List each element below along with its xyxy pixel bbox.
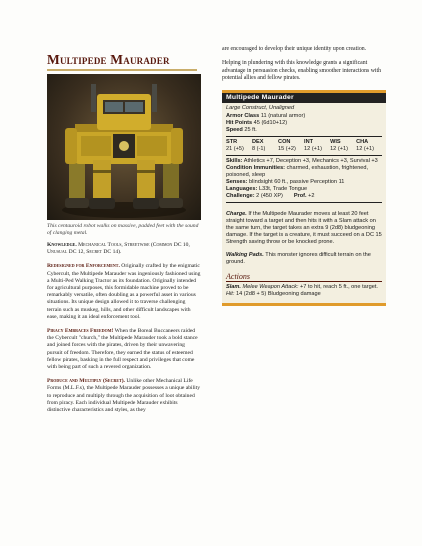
trait-text: If the Multipede Maurader moves at least 20 feet straight toward a target and then hits it with a Slam attack on the same turn, the target takes an extra 9 (2d8) bludgeoning damage. If the target is a creature, it must succeed on a DC 15 Strength saving throw or be knocked prone. <box>226 210 382 245</box>
hit-points-label: Hit Points <box>226 119 253 126</box>
hit-points <box>226 120 382 127</box>
trait-walking-pads <box>226 252 382 266</box>
condition-immunities-label: Condition Immunities: <box>226 164 286 171</box>
divider <box>226 202 382 203</box>
title-rule <box>47 69 197 71</box>
right-column <box>222 46 386 306</box>
speed-value: 25 ft. <box>244 126 257 133</box>
senses-value: blindsight 60 ft., passive Perception 11 <box>249 178 345 185</box>
action-text: +7 to hit, reach 5 ft., one target. <box>300 283 378 290</box>
ability-value: 8 (-1) <box>252 145 266 152</box>
ability-scores <box>226 139 382 153</box>
knowledge-label: Knowledge. <box>47 242 77 248</box>
trait-text: This monster ignores difficult terrain on the ground. <box>226 251 371 265</box>
section-text: Originally crafted by the enigmatic Cybercult, the Multipede Marauder was ingeniously fashioned using a Multi-Ped Walking Tractor as its foundation. Originally intended for agricultural purposes, this formidable machine proved to be remarkably versatile, often doubling as a powerful asset in various situations. Its unique design allowed it to traverse challenging terrain such as muskeg, hills, and other difficult landscapes with ease, making it an ideal enforcement tool. <box>47 263 201 320</box>
section-text: Unlike other Mechanical Life Forms (M.L.F.s), the Multipede Marauder possesses a unique ability to reproduce and multiply through the acquisition of loot obtained from piracy. Each individual Multipede Marauder exhibits distinctive characteristics and styles, as they <box>47 378 201 414</box>
senses-label: Senses: <box>226 178 248 185</box>
continued-paragraph: are encouraged to develop their unique identity upon creation. <box>222 46 367 52</box>
ability-name: INT <box>304 138 314 145</box>
section-redesigned <box>47 263 201 321</box>
trait-name: Charge. <box>226 210 247 217</box>
armor-class <box>226 113 382 120</box>
section-piracy <box>47 328 201 371</box>
challenge-value: 2 (450 XP) <box>256 192 283 199</box>
condition-immunities <box>226 165 382 179</box>
ability-name: WIS <box>330 138 341 145</box>
ability-value: 21 (+5) <box>226 145 244 152</box>
action-slam <box>226 284 382 298</box>
proficiency-label: Prof. <box>293 192 307 199</box>
knowledge-line <box>47 242 201 256</box>
left-column <box>47 46 201 421</box>
ability-int <box>304 139 330 153</box>
page-title: Multipede Maurader <box>47 52 170 67</box>
stat-block-name: Multipede Maurader <box>222 93 386 103</box>
skills-label: Skills: <box>226 157 243 164</box>
speed <box>226 127 382 134</box>
section-text: When the Boreal Buccaneers raided the Cybercult "church," the Multipede Marauder took a bold stance and joined forces with the pirates, driven by their unwavering pursuit of freedom. Therefore, they earned the status of esteemed fellow pirates, basking in the full respect and privileges that come with being part of such a revered organization. <box>47 328 198 371</box>
action-name: Slam. <box>226 283 241 290</box>
skills <box>226 158 382 165</box>
ability-value: 12 (+1) <box>304 145 322 152</box>
languages-label: Languages: <box>226 185 258 192</box>
skills-value: Athletics +7, Deception +3, Mechanics +3, Survival +3 <box>243 157 378 164</box>
actions-heading: Actions <box>226 272 382 282</box>
action-hit-label: Hit: <box>226 290 235 297</box>
section-heading: Produce and Multiply (Secret). <box>47 378 125 385</box>
proficiency-value: +2 <box>308 192 315 199</box>
action-type: Melee Weapon Attack: <box>242 283 299 290</box>
ability-value: 12 (+1) <box>330 145 348 152</box>
trait-name: Walking Pads. <box>226 251 264 258</box>
robot-illustration <box>47 74 201 220</box>
armor-class-value: 11 (natural armor) <box>260 112 306 119</box>
ability-name: STR <box>226 138 238 145</box>
section-heading: Piracy Embraces Freedom! <box>47 328 114 335</box>
ability-value: 12 (+1) <box>356 145 374 152</box>
challenge-label: Challenge: <box>226 192 255 199</box>
trait-charge <box>226 211 382 246</box>
action-hit-text: 14 (2d8 + 5) Bludgeoning damage <box>235 290 321 297</box>
ability-name: CON <box>278 138 291 145</box>
challenge <box>226 193 382 200</box>
section-produce <box>47 378 201 414</box>
ability-wis <box>330 139 356 153</box>
senses <box>226 179 382 186</box>
section-heading: Redesigned for Enforcement. <box>47 263 120 270</box>
divider <box>226 136 382 137</box>
divider <box>226 155 382 156</box>
ability-name: CHA <box>356 138 369 145</box>
condition-immunities-value: charmed, exhaustion, frightened, poisoned, sleep <box>226 164 369 178</box>
languages <box>226 186 382 193</box>
ability-name: DEX <box>252 138 264 145</box>
knowledge-text: Mechanical Tools, Streetwise (Common DC 10, Unusual DC 12, Secret DC 14). <box>47 242 190 256</box>
ability-cha <box>356 139 382 153</box>
ability-con <box>278 139 304 153</box>
hit-points-value: 45 (6d10+12) <box>253 119 288 126</box>
knowledge-benefit-paragraph: Helping in plundering with this knowledge grants a significant advantage in persuasion checks, enabling smoother interactions with potential allies and fellow pirates. <box>222 60 382 82</box>
ability-str <box>226 139 252 153</box>
ability-value: 15 (+2) <box>278 145 296 152</box>
ability-dex <box>252 139 278 153</box>
languages-value: L33t, Trade Tongue <box>258 185 308 192</box>
image-caption: This centauroid robot walks on massive, padded feet with the sound of clanging metal. <box>47 222 199 236</box>
creature-type: Large Construct, Unaligned <box>226 104 295 111</box>
stat-block <box>222 90 386 306</box>
speed-label: Speed <box>226 126 243 133</box>
armor-class-label: Armor Class <box>226 112 260 119</box>
